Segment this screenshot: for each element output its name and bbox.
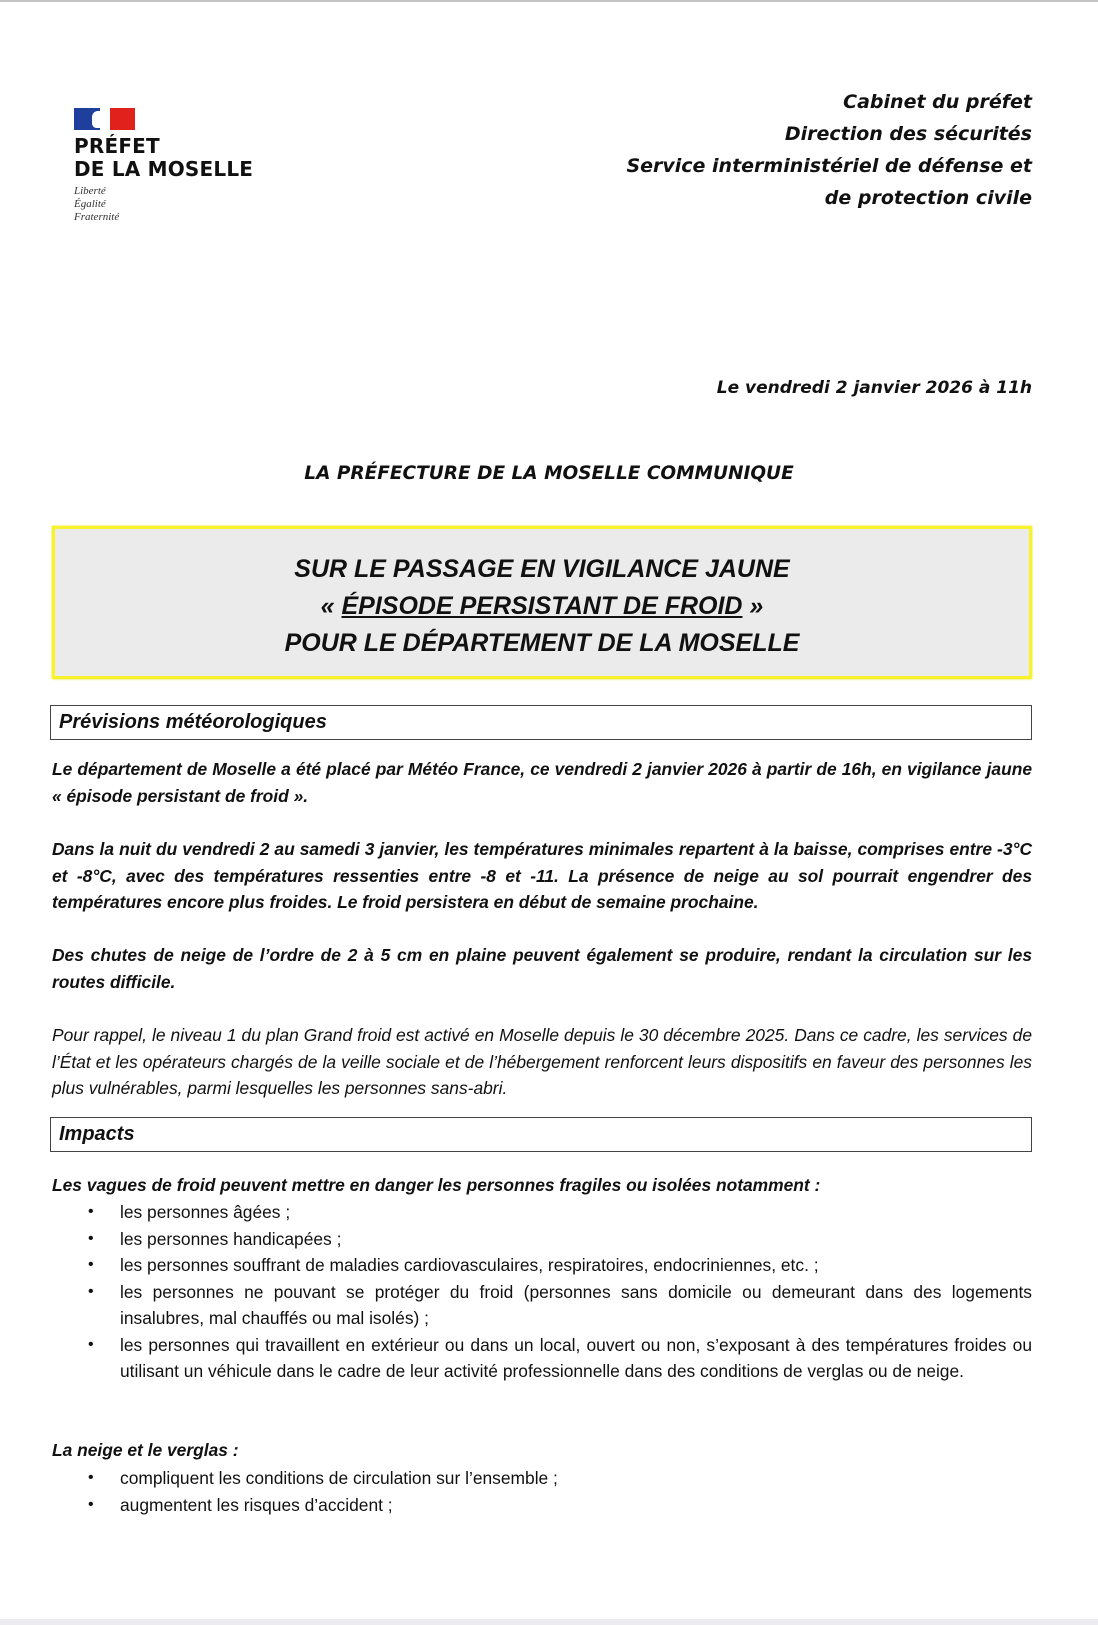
service-line: Direction des sécurités [784,123,1032,145]
title-underlined-phrase: ÉPISODE PERSISTANT DE FROID [341,592,743,620]
service-line: Cabinet du préfet [843,91,1032,113]
motto-liberte: Liberté [74,185,106,197]
list-item: • compliquent les conditions de circulation sur l’ensemble ; [52,1465,1032,1492]
section-heading-previsions: Prévisions météorologiques [50,705,1032,740]
service-line: Service interministériel de défense et [626,155,1032,177]
title-line1: SUR LE PASSAGE EN VIGILANCE JAUNE [294,555,790,583]
previsions-paragraph-2: Dans la nuit du vendredi 2 au samedi 3 janvier, les températures minimales repartent à la baisse, comprises entre -3°C et -8°C, avec des températures ressenties entre -8 et -11. La présence de neige au sol pourrait engendrer des températures encore plus froides. Le froid persistera en début de semaine prochaine. [52,839,1032,912]
section-heading-impacts: Impacts [50,1117,1032,1152]
list-item: • les personnes handicapées ; [52,1226,1032,1253]
republic-motto [74,185,253,224]
list-item: • les personnes ne pouvant se protéger du froid (personnes sans domicile ou demeurant dans des logements insalubres, mal chauffés ou mal isolés) ; [52,1279,1032,1332]
title-line3: POUR LE DÉPARTEMENT DE LA MOSELLE [284,629,800,657]
snow-ice-effects-list [52,1465,1032,1518]
bottom-edge-divider [0,1619,1098,1625]
top-edge-divider [0,0,1098,2]
issuing-service-block [626,86,1032,214]
list-item: • les personnes âgées ; [52,1199,1032,1226]
list-item: • les personnes souffrant de maladies cardiovasculaires, respiratoires, endocriniennes, etc. ; [52,1252,1032,1279]
prefet-title-line1: PRÉFET [74,134,160,158]
vigilance-title-box [52,526,1032,679]
marianne-flag-icon [74,108,135,130]
communique-heading: LA PRÉFECTURE DE LA MOSELLE COMMUNIQUE [304,463,794,484]
motto-fraternite: Fraternité [74,211,120,223]
list-item: • les personnes qui travaillent en extérieur ou dans un local, ouvert ou non, s’exposant à des températures froides ou utilisant un véhicule dans le cadre de leur activité professionnelle dans des conditions de verglas ou de neige. [52,1332,1032,1385]
open-quote: « [320,592,342,620]
title-line2 [55,588,1029,625]
vulnerable-people-list [52,1199,1032,1385]
previsions-paragraph-1: Le département de Moselle a été placé par Météo France, ce vendredi 2 janvier 2026 à partir de 16h, en vigilance jaune « épisode persistant de froid ». [52,759,1032,806]
prefet-title [74,135,253,181]
prefet-logo [74,108,253,224]
prefet-title-line2: DE LA MOSELLE [74,157,254,181]
list-item: • augmentent les risques d’accident ; [52,1492,1032,1519]
impacts-lead-vulnerable: Les vagues de froid peuvent mettre en danger les personnes fragiles ou isolées notamment : [52,1175,821,1195]
previsions-paragraph-4: Pour rappel, le niveau 1 du plan Grand froid est activé en Moselle depuis le 30 décembre 2025. Dans ce cadre, les services de l’État et les opérateurs chargés de la veille sociale et de l’hébergement renforcent leurs dispositifs en faveur des personnes les plus vulnérables, parmi lesquelles les personnes sans-abri. [52,1025,1032,1098]
release-date: Le vendredi 2 janvier 2026 à 11h [716,378,1032,398]
previsions-paragraph-3: Des chutes de neige de l’ordre de 2 à 5 cm en plaine peuvent également se produire, rendant la circulation sur les routes difficile. [52,945,1032,992]
impacts-lead-snow-ice: La neige et le verglas : [52,1440,239,1460]
service-line: de protection civile [824,187,1032,209]
close-quote: » [742,592,764,620]
motto-egalite: Égalité [74,198,106,210]
